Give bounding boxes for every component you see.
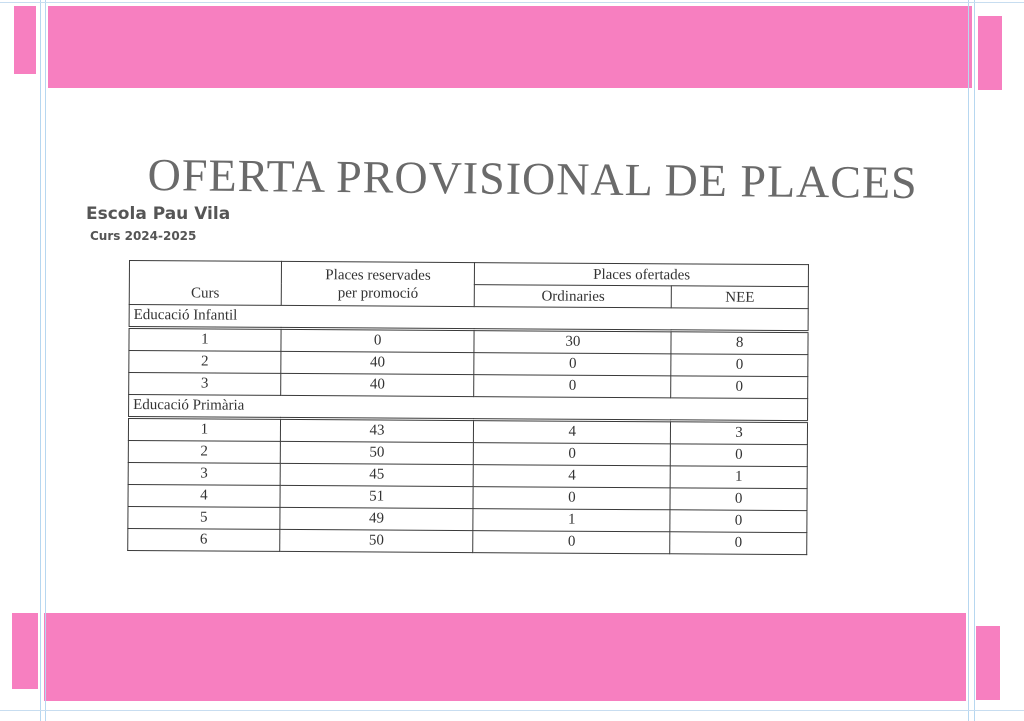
cell-ordinaries: 0 [473,531,670,554]
top-band [48,6,972,88]
cell-curs: 2 [129,351,281,374]
header-reserved-line1: Places reservades [325,266,431,284]
cell-reserved: 45 [280,463,474,486]
header-offered: Places ofertades [475,263,809,287]
top-right-band [978,16,1002,90]
cell-nee: 0 [670,488,807,511]
top-left-band [14,6,36,74]
section-title: Educació Infantil [129,305,808,332]
cell-curs: 4 [128,484,280,507]
cell-ordinaries: 0 [473,487,670,510]
cell-curs: 3 [129,373,281,396]
header-ordinaries: Ordinaries [475,285,672,308]
cell-curs: 1 [128,418,280,442]
section-title: Educació Primària [129,395,808,422]
table-header-row [129,261,808,287]
school-name: Escola Pau Vila [86,204,231,224]
bottom-left-band [12,613,38,689]
cell-reserved: 43 [280,418,474,442]
cell-reserved: 49 [280,507,474,530]
header-reserved [281,261,475,306]
guide-line [968,0,969,721]
cell-curs: 3 [128,462,280,485]
cell-nee: 0 [670,444,807,467]
cell-nee: 0 [670,532,807,555]
header-curs: Curs [129,261,281,306]
cell-reserved: 50 [280,441,474,464]
bottom-right-band [976,626,1000,700]
bottom-band [44,613,966,701]
cell-nee: 1 [670,466,807,489]
cell-reserved: 40 [280,373,474,396]
header-reserved-line2: per promoció [337,284,419,302]
guide-line [0,2,1024,3]
cell-curs: 2 [128,440,280,463]
cell-curs: 6 [128,528,280,551]
cell-nee: 0 [671,376,808,399]
table-row [128,528,807,554]
cell-reserved: 50 [279,529,473,552]
places-table [127,260,809,555]
table-body [128,305,808,555]
cell-ordinaries: 30 [474,330,671,354]
guide-line [40,0,41,721]
cell-curs: 5 [128,506,280,529]
cell-curs: 1 [129,328,281,352]
cell-nee: 8 [671,331,808,355]
cell-reserved: 0 [281,328,475,352]
cell-ordinaries: 1 [473,509,670,532]
guide-line [974,0,975,721]
cell-ordinaries: 0 [474,375,671,398]
cell-nee: 3 [671,421,808,445]
cell-reserved: 51 [280,485,474,508]
cell-nee: 0 [670,510,807,533]
header-nee: NEE [671,286,808,309]
cell-ordinaries: 4 [474,465,671,488]
cell-nee: 0 [671,354,808,377]
cell-ordinaries: 0 [474,353,671,376]
guide-line [45,0,46,721]
guide-line [0,710,1024,711]
school-year: Curs 2024-2025 [90,229,197,243]
cell-ordinaries: 4 [474,420,671,444]
cell-ordinaries: 0 [474,443,671,466]
page-title: OFERTA PROVISIONAL DE PLACES [147,148,918,209]
cell-reserved: 40 [281,351,475,374]
